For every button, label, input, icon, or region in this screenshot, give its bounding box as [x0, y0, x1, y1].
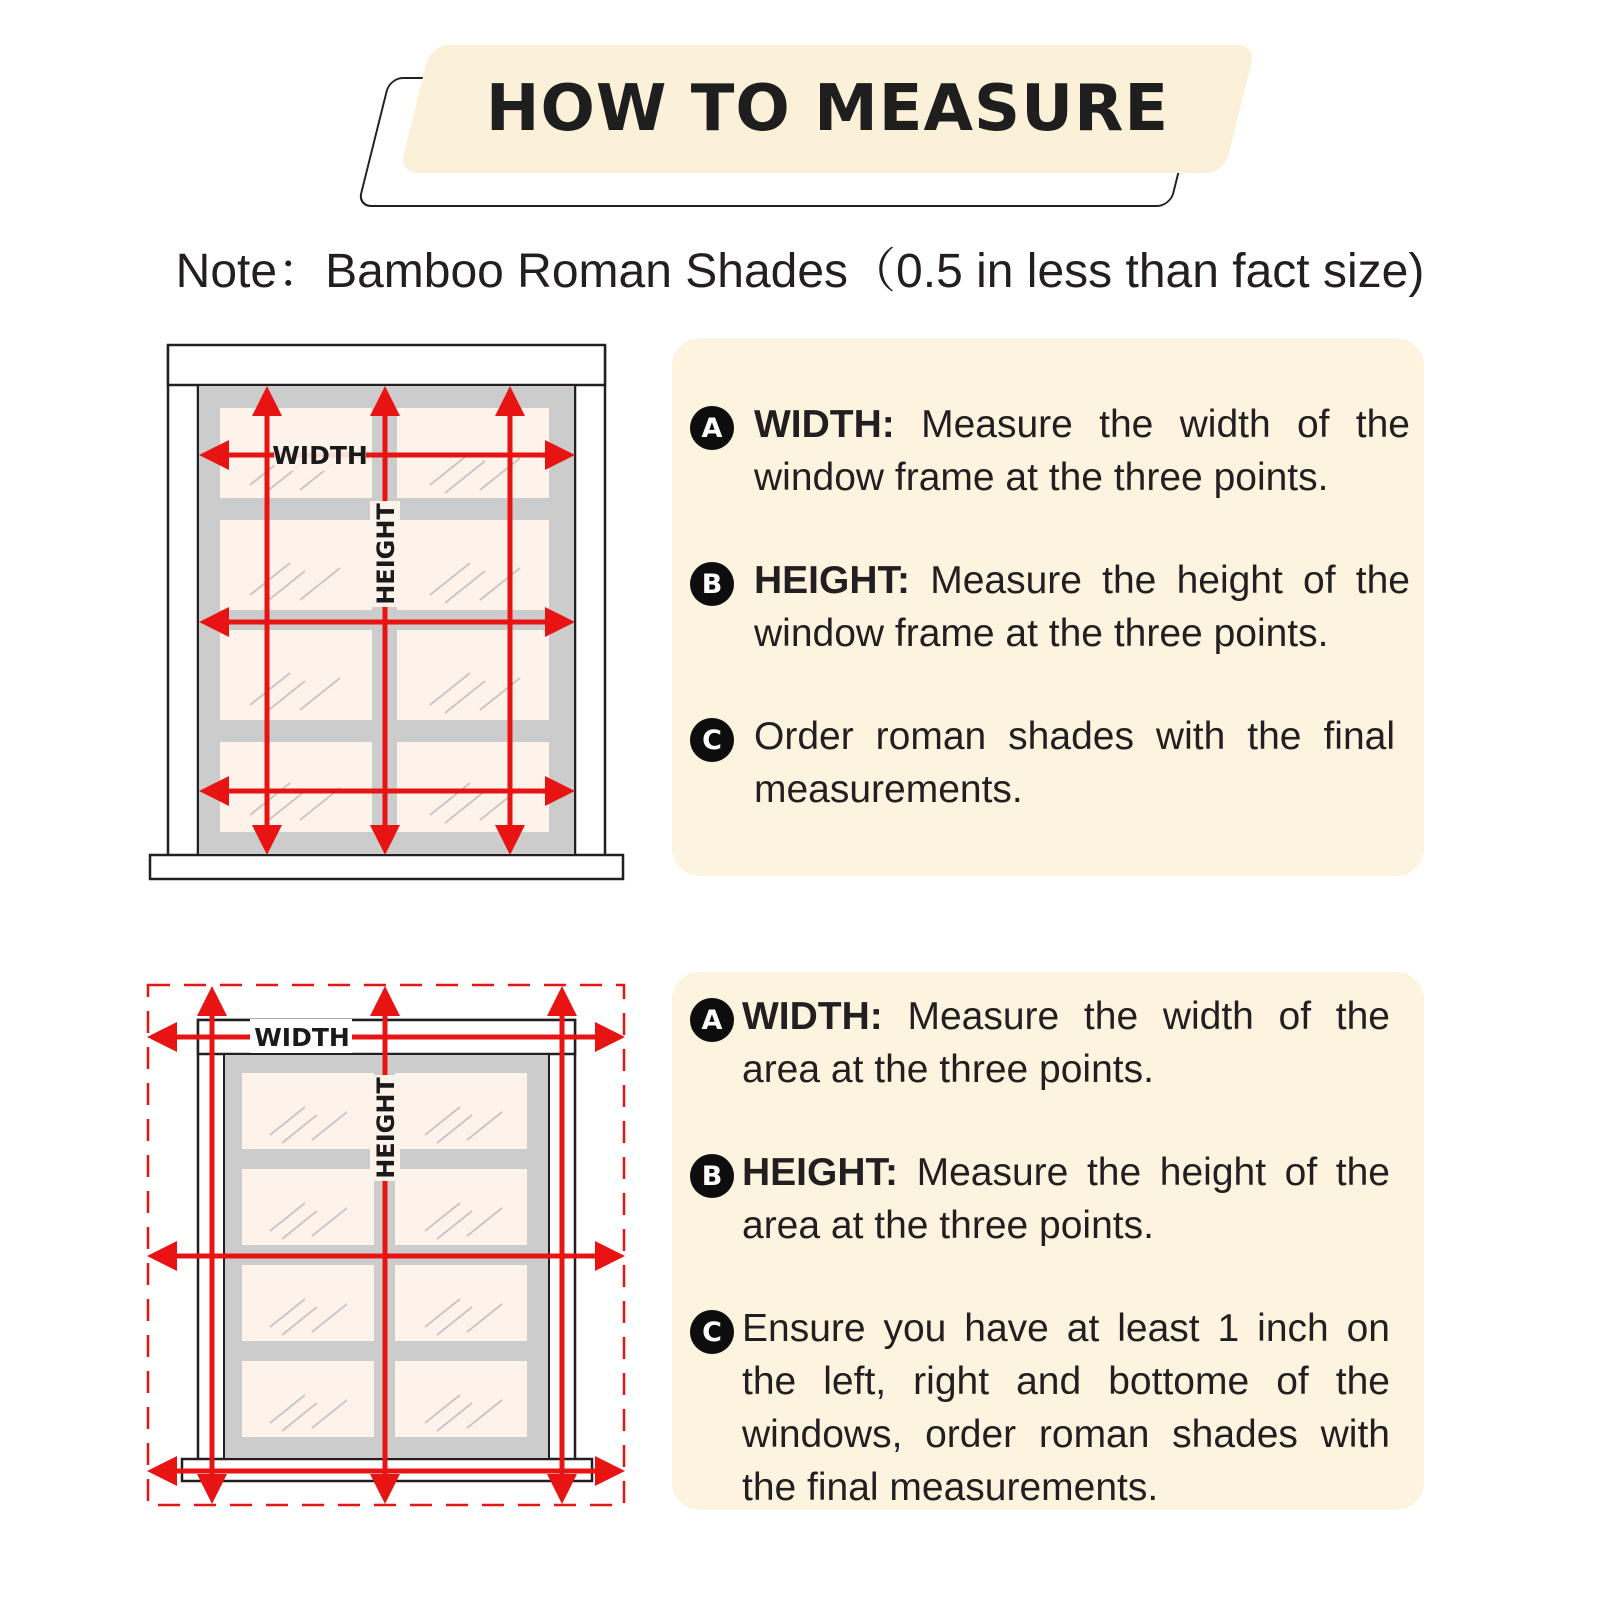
step-b-text — [754, 554, 1410, 660]
badge-b-icon: B — [690, 562, 734, 606]
badge-c-icon: C — [690, 718, 734, 762]
window-casing-right — [575, 347, 605, 857]
step-a-text — [754, 398, 1410, 504]
outside-mount-instructions — [672, 972, 1424, 1510]
badge-b-icon: B — [690, 1154, 734, 1198]
step-b-heading: HEIGHT: — [742, 1151, 898, 1194]
step-a-body: Measure the width of the window frame at the three points. — [754, 403, 1410, 499]
title-banner — [355, 45, 1275, 215]
window-head — [168, 345, 605, 385]
step-c-text — [742, 1302, 1390, 1514]
window-sill — [150, 855, 623, 879]
step-b-text — [742, 1146, 1390, 1252]
badge-c-icon: C — [690, 1310, 734, 1354]
step-c-text — [754, 710, 1395, 816]
step-c-body: Order roman shades with the final measurements. — [754, 715, 1395, 811]
step-a-heading: WIDTH: — [754, 403, 895, 446]
step-a — [690, 398, 1410, 504]
step-a-body: Measure the width of the area at the three points. — [742, 995, 1390, 1091]
inside-mount-diagram — [140, 335, 640, 895]
step-a-text — [742, 990, 1390, 1096]
width-label: WIDTH — [272, 441, 368, 470]
step-c-body: Ensure you have at least 1 inch on the left, right and bottome of the windows, order roman shades with the final measurements. — [742, 1307, 1390, 1509]
height-label: HEIGHT — [372, 1077, 400, 1179]
step-b-body: Measure the height of the area at the three points. — [742, 1151, 1390, 1247]
step-b-heading: HEIGHT: — [754, 559, 910, 602]
badge-a-icon: A — [690, 998, 734, 1042]
window-casing-left — [168, 347, 198, 857]
width-label: WIDTH — [254, 1023, 350, 1052]
badge-a-icon: A — [690, 406, 734, 450]
height-label: HEIGHT — [372, 503, 400, 605]
step-b — [690, 1146, 1390, 1252]
step-b — [690, 554, 1410, 660]
page-title: HOW TO MEASURE — [485, 72, 1170, 146]
step-a-heading: WIDTH: — [742, 995, 883, 1038]
step-b-body: Measure the height of the window frame at the three points. — [754, 559, 1410, 655]
step-c — [690, 1302, 1390, 1514]
note-text: Note：Bamboo Roman Shades（0.5 in less than fact size) — [175, 245, 1425, 298]
step-a — [690, 990, 1390, 1096]
step-c — [690, 710, 1395, 816]
inside-mount-instructions — [672, 338, 1424, 876]
outside-mount-diagram — [140, 975, 640, 1535]
